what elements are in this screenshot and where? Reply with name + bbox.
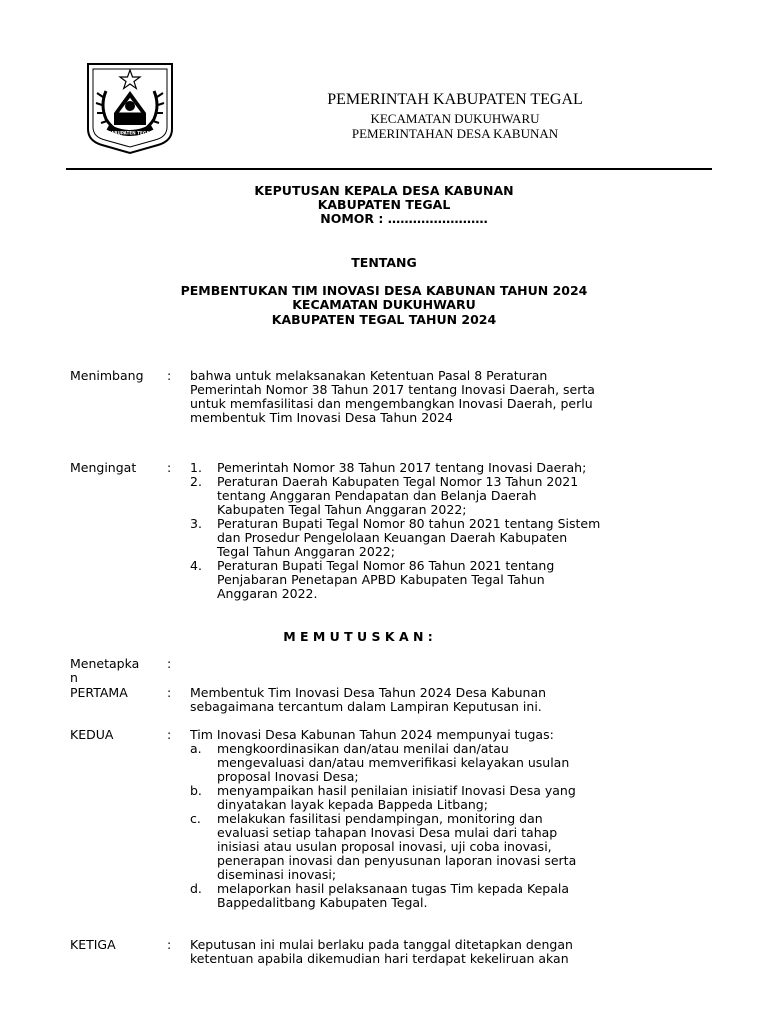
list-number: 2.	[190, 474, 202, 489]
decree-regency: KABUPATEN TEGAL	[317, 197, 451, 212]
ketiga-line: ketentuan apabila dikemudian hari terdapat kekeliruan akan	[190, 951, 569, 966]
menimbang-line: membentuk Tim Inovasi Desa Tahun 2024	[190, 410, 454, 425]
kedua-item: mengevaluasi dan/atau memverifikasi kelayakan usulan	[217, 755, 570, 770]
kedua-label: KEDUA	[70, 727, 114, 742]
mengingat-item: Peraturan Bupati Tegal Nomor 80 tahun 2021 tentang Sistem	[217, 516, 601, 531]
kop-kecamatan: KECAMATAN DUKUHWARU	[370, 111, 540, 126]
kedua-item: melakukan fasilitasi pendampingan, monitoring dan	[217, 811, 543, 826]
colon: :	[167, 656, 172, 671]
menimbang-line: Pemerintah Nomor 38 Tahun 2017 tentang Inovasi Daerah, serta	[190, 382, 595, 397]
mengingat-item: Penjabaran Penetapan APBD Kabupaten Tegal Tahun	[217, 572, 545, 587]
pertama-line: sebagaimana tercantum dalam Lampiran Keputusan ini.	[190, 699, 542, 714]
mengingat-item: Pemerintah Nomor 38 Tahun 2017 tentang Inovasi Daerah;	[217, 460, 587, 475]
mengingat-item: tentang Anggaran Pendapatan dan Belanja Daerah	[217, 488, 537, 503]
emblem-text: KABUPATEN TEGAL	[107, 130, 153, 136]
memutuskan-heading: M E M U T U S K A N :	[283, 629, 433, 644]
list-number: 1.	[190, 460, 202, 475]
kedua-item: mengkoordinasikan dan/atau menilai dan/atau	[217, 741, 509, 756]
ketiga-line: Keputusan ini mulai berlaku pada tanggal ditetapkan dengan	[190, 937, 573, 952]
pertama-label: PERTAMA	[70, 685, 128, 700]
list-letter: c.	[190, 811, 201, 826]
colon: :	[167, 685, 172, 700]
ketiga-label: KETIGA	[70, 937, 116, 952]
menimbang-line: bahwa untuk melaksanakan Ketentuan Pasal 8 Peraturan	[190, 368, 548, 383]
mengingat-item: dan Prosedur Pengelolaan Keuangan Daerah Kabupaten	[217, 530, 568, 545]
colon: :	[167, 937, 172, 952]
list-number: 3.	[190, 516, 202, 531]
subject-line-3: KABUPATEN TEGAL TAHUN 2024	[271, 312, 497, 327]
mengingat-item: Tegal Tahun Anggaran 2022;	[217, 544, 395, 559]
kedua-intro: Tim Inovasi Desa Kabunan Tahun 2024 mempunyai tugas:	[190, 727, 554, 742]
kop-desa: PEMERINTAHAN DESA KABUNAN	[351, 126, 559, 141]
kedua-item: evaluasi setiap tahapan Inovasi Desa mulai dari tahap	[217, 825, 558, 840]
kedua-item: diseminasi inovasi;	[217, 867, 337, 882]
kedua-item: dinyatakan layak kepada Bappeda Litbang;	[217, 797, 488, 812]
colon: :	[167, 368, 172, 383]
subject-line-1: PEMBENTUKAN TIM INOVASI DESA KABUNAN TAHUN 2024	[180, 283, 588, 298]
kop-pemerintah: PEMERINTAH KABUPATEN TEGAL	[327, 91, 583, 108]
list-letter: b.	[190, 783, 202, 798]
letterhead-divider	[66, 168, 712, 170]
kedua-item: Bappedalitbang Kabupaten Tegal.	[217, 895, 428, 910]
mengingat-item: Peraturan Bupati Tegal Nomor 86 Tahun 2021 tentang	[217, 558, 555, 573]
kedua-item: inisiasi atau usulan proposal inovasi, uji coba inovasi,	[217, 839, 552, 854]
list-number: 4.	[190, 558, 202, 573]
decree-number: NOMOR : ……………………	[320, 211, 488, 226]
menimbang-label: Menimbang	[70, 368, 144, 383]
mengingat-item: Peraturan Daerah Kabupaten Tegal Nomor 13 Tahun 2021	[217, 474, 579, 489]
menimbang-line: untuk memfasilitasi dan mengembangkan Inovasi Daerah, perlu	[190, 396, 593, 411]
decree-title: KEPUTUSAN KEPALA DESA KABUNAN	[254, 183, 514, 198]
list-letter: a.	[190, 741, 202, 756]
kedua-item: menyampaikan hasil penilaian inisiatif Inovasi Desa yang	[217, 783, 576, 798]
kabupaten-tegal-emblem	[84, 61, 176, 155]
mengingat-item: Anggaran 2022.	[217, 586, 318, 601]
list-letter: d.	[190, 881, 202, 896]
colon: :	[167, 727, 172, 742]
kedua-item: penerapan inovasi dan penyusunan laporan inovasi serta	[217, 853, 577, 868]
subject-line-2: KECAMATAN DUKUHWARU	[292, 297, 476, 312]
mengingat-item: Kabupaten Tegal Tahun Anggaran 2022;	[217, 502, 467, 517]
menetapkan-label: Menetapka	[70, 656, 140, 671]
mengingat-label: Mengingat	[70, 460, 137, 475]
menetapkan-label-wrap: n	[70, 670, 78, 685]
kedua-item: proposal Inovasi Desa;	[217, 769, 359, 784]
tentang-heading: TENTANG	[351, 255, 417, 270]
kedua-item: melaporkan hasil pelaksanaan tugas Tim kepada Kepala	[217, 881, 570, 896]
pertama-line: Membentuk Tim Inovasi Desa Tahun 2024 Desa Kabunan	[190, 685, 547, 700]
colon: :	[167, 460, 172, 475]
